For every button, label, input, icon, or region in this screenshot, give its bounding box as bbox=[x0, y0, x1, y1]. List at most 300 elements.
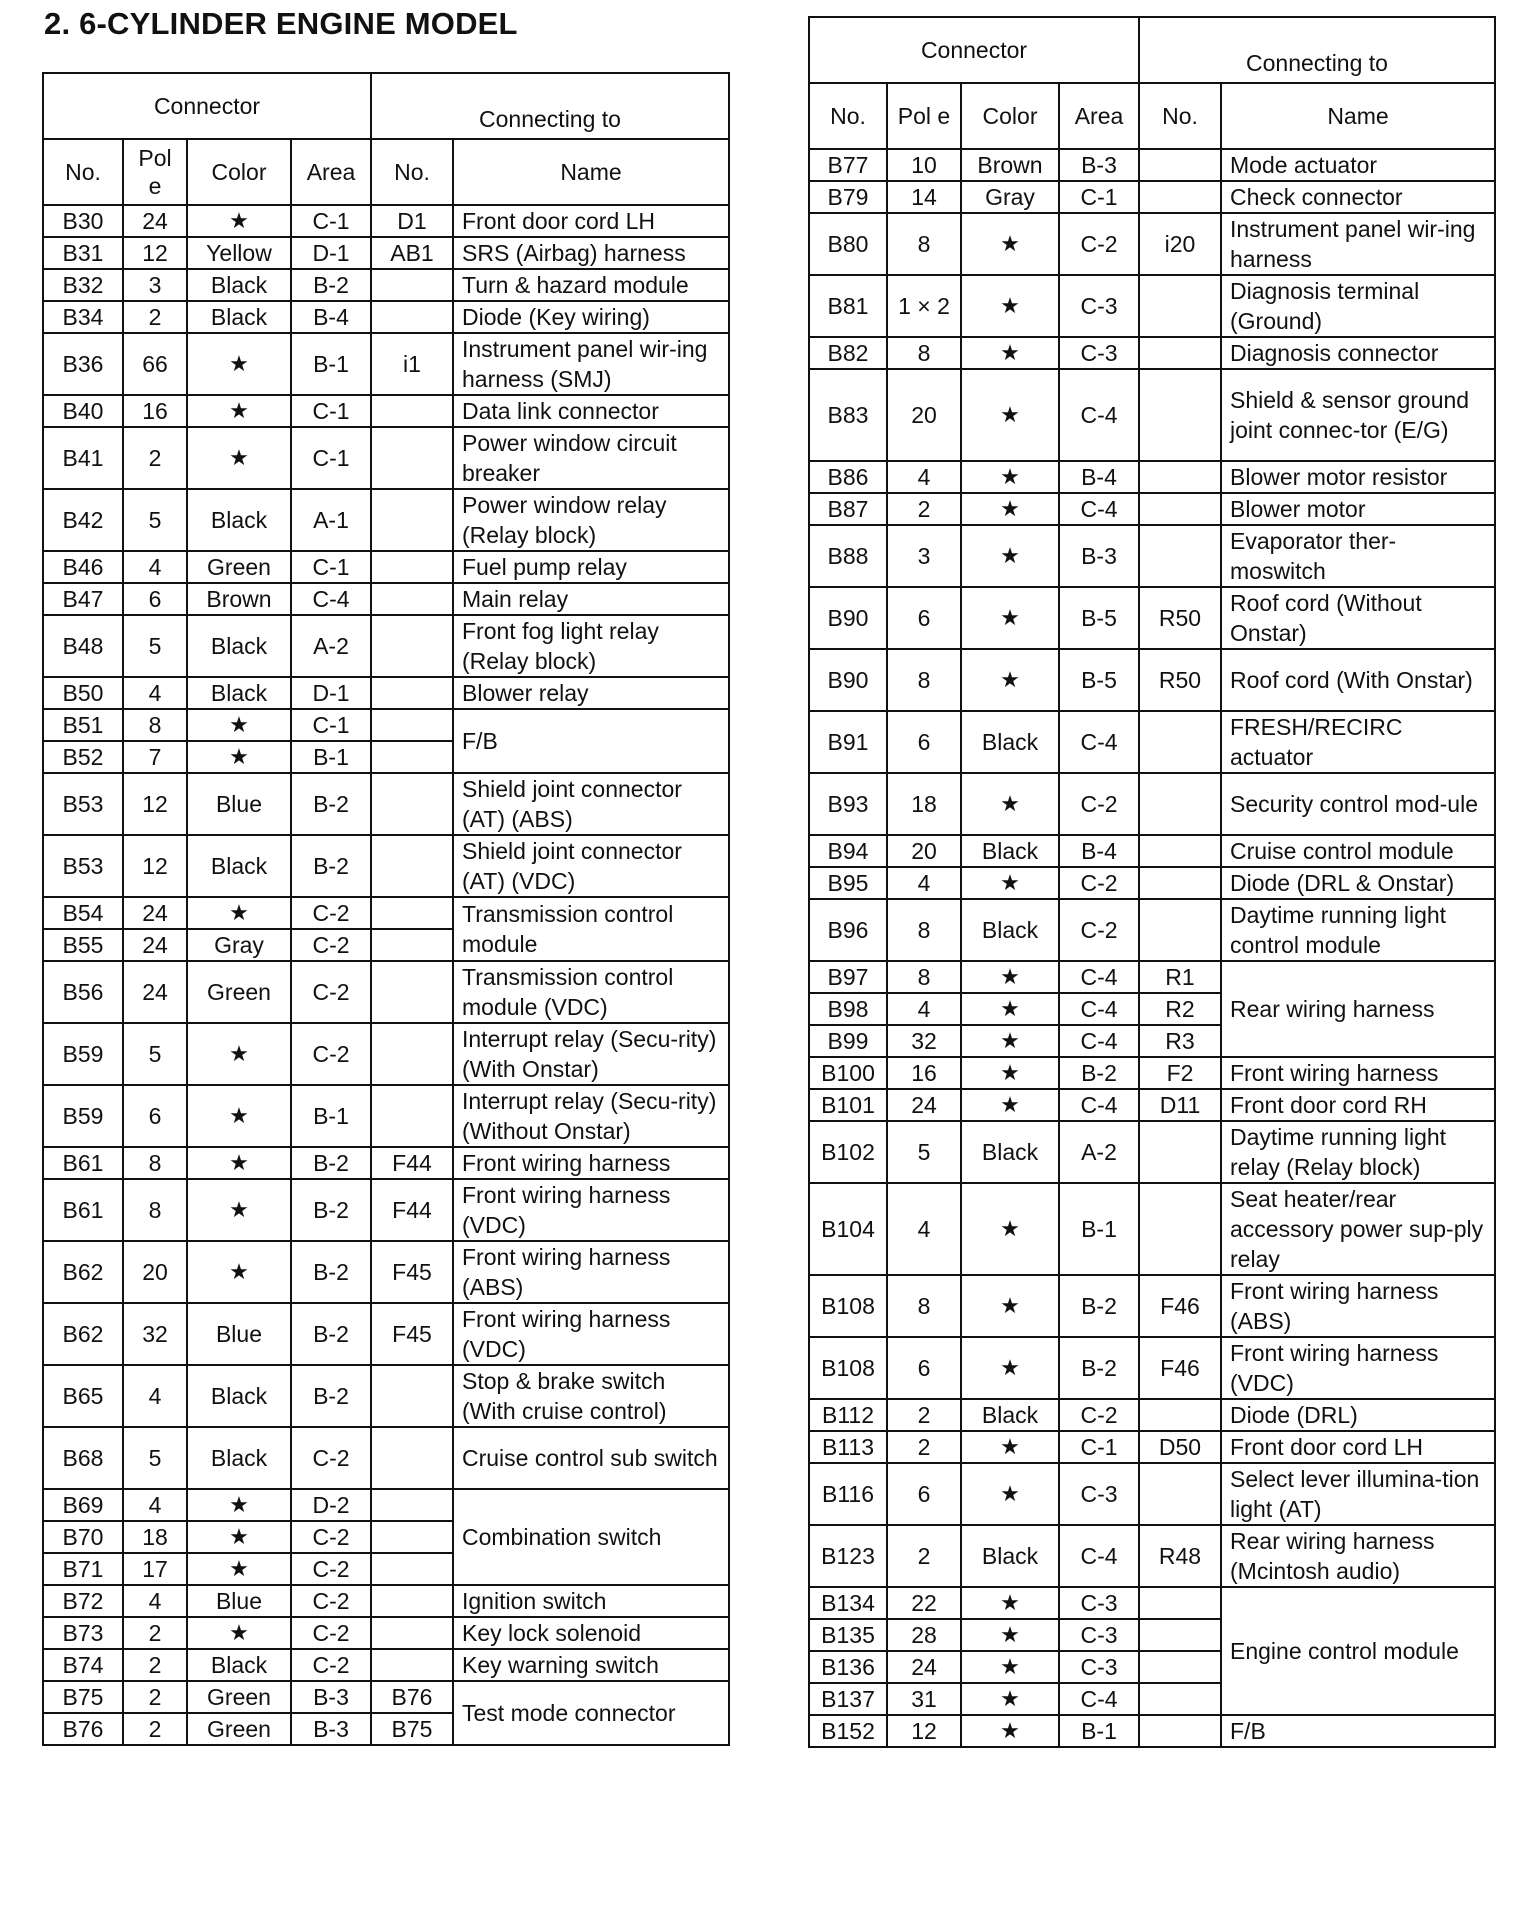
area-cell: B-2 bbox=[291, 773, 371, 835]
connecting-no-cell: R50 bbox=[1139, 587, 1221, 649]
col-pole-header: Pol e bbox=[887, 83, 961, 149]
area-cell: A-1 bbox=[291, 489, 371, 551]
connector-no-cell: B40 bbox=[43, 395, 123, 427]
table-row bbox=[43, 1085, 729, 1147]
connector-no-cell: B100 bbox=[809, 1057, 887, 1089]
connector-no-cell: B59 bbox=[43, 1085, 123, 1147]
pole-cell: 4 bbox=[887, 867, 961, 899]
connecting-name-cell: Instrument panel wir-ing harness (SMJ) bbox=[453, 333, 729, 395]
connecting-name-cell: Daytime running light control module bbox=[1221, 899, 1495, 961]
connecting-no-cell bbox=[1139, 493, 1221, 525]
connecting-no-cell: F46 bbox=[1139, 1275, 1221, 1337]
area-cell: C-1 bbox=[291, 205, 371, 237]
connecting-name-cell: Front wiring harness (ABS) bbox=[453, 1241, 729, 1303]
color-cell: ★ bbox=[961, 525, 1059, 587]
connector-no-cell: B54 bbox=[43, 897, 123, 929]
connecting-name-cell: Main relay bbox=[453, 583, 729, 615]
pole-cell: 2 bbox=[887, 493, 961, 525]
connector-no-cell: B34 bbox=[43, 301, 123, 333]
connector-no-cell: B61 bbox=[43, 1147, 123, 1179]
connecting-no-cell bbox=[371, 551, 453, 583]
color-cell: Black bbox=[961, 1525, 1059, 1587]
color-cell: Black bbox=[187, 615, 291, 677]
area-cell: B-4 bbox=[291, 301, 371, 333]
connecting-no-cell: F2 bbox=[1139, 1057, 1221, 1089]
connector-no-cell: B52 bbox=[43, 741, 123, 773]
connecting-name-cell: Rear wiring harness (Mcintosh audio) bbox=[1221, 1525, 1495, 1587]
connector-no-cell: B53 bbox=[43, 835, 123, 897]
table-row bbox=[809, 1463, 1495, 1525]
connecting-no-cell bbox=[1139, 1715, 1221, 1747]
pole-cell: 8 bbox=[123, 709, 187, 741]
table-row bbox=[809, 1121, 1495, 1183]
connector-no-cell: B97 bbox=[809, 961, 887, 993]
table-row bbox=[43, 897, 729, 929]
color-cell: ★ bbox=[961, 275, 1059, 337]
connector-no-cell: B32 bbox=[43, 269, 123, 301]
connecting-name-cell: Roof cord (Without Onstar) bbox=[1221, 587, 1495, 649]
connecting-name-cell: Front door cord RH bbox=[1221, 1089, 1495, 1121]
color-cell: Green bbox=[187, 551, 291, 583]
connecting-no-cell bbox=[1139, 899, 1221, 961]
area-cell: C-4 bbox=[1059, 1683, 1139, 1715]
table-row bbox=[43, 1179, 729, 1241]
pole-cell: 4 bbox=[887, 1183, 961, 1275]
table-row bbox=[809, 1057, 1495, 1089]
connector-header: Connector bbox=[43, 73, 371, 139]
connecting-name-cell: Diode (Key wiring) bbox=[453, 301, 729, 333]
table-row bbox=[43, 961, 729, 1023]
color-cell: Black bbox=[187, 1427, 291, 1489]
color-cell: Black bbox=[961, 835, 1059, 867]
connector-no-cell: B80 bbox=[809, 213, 887, 275]
table-row bbox=[809, 835, 1495, 867]
table-row bbox=[809, 369, 1495, 461]
connecting-no-cell bbox=[1139, 1183, 1221, 1275]
connecting-no-cell bbox=[371, 835, 453, 897]
connecting-no-cell bbox=[1139, 461, 1221, 493]
connecting-no-cell bbox=[371, 489, 453, 551]
color-cell: ★ bbox=[187, 1553, 291, 1585]
connector-no-cell: B123 bbox=[809, 1525, 887, 1587]
connecting-name-cell: Diagnosis connector bbox=[1221, 337, 1495, 369]
table-row bbox=[43, 583, 729, 615]
area-cell: C-3 bbox=[1059, 1587, 1139, 1619]
color-cell: ★ bbox=[187, 1023, 291, 1085]
pole-cell: 2 bbox=[123, 1681, 187, 1713]
connector-no-cell: B41 bbox=[43, 427, 123, 489]
pole-cell: 8 bbox=[887, 961, 961, 993]
area-cell: C-1 bbox=[291, 395, 371, 427]
connector-no-cell: B47 bbox=[43, 583, 123, 615]
pole-cell: 6 bbox=[887, 1463, 961, 1525]
connector-no-cell: B30 bbox=[43, 205, 123, 237]
connecting-name-cell: Front wiring harness (VDC) bbox=[453, 1179, 729, 1241]
connector-no-cell: B56 bbox=[43, 961, 123, 1023]
table-row bbox=[809, 1715, 1495, 1747]
table-row bbox=[809, 149, 1495, 181]
area-cell: B-3 bbox=[1059, 525, 1139, 587]
connecting-no-cell bbox=[371, 1617, 453, 1649]
area-cell: B-2 bbox=[291, 1365, 371, 1427]
right-connector-table bbox=[808, 16, 1496, 1748]
connector-no-cell: B62 bbox=[43, 1303, 123, 1365]
pole-cell: 4 bbox=[123, 1585, 187, 1617]
area-cell: C-1 bbox=[1059, 181, 1139, 213]
connecting-no-cell bbox=[371, 1085, 453, 1147]
connecting-name-cell: F/B bbox=[453, 709, 729, 773]
connector-no-cell: B104 bbox=[809, 1183, 887, 1275]
pole-cell: 8 bbox=[887, 649, 961, 711]
table-row bbox=[809, 493, 1495, 525]
connecting-no-cell: D1 bbox=[371, 205, 453, 237]
pole-cell: 8 bbox=[123, 1179, 187, 1241]
pole-cell: 24 bbox=[887, 1089, 961, 1121]
connector-no-cell: B101 bbox=[809, 1089, 887, 1121]
table-row bbox=[43, 1585, 729, 1617]
col-color-header: Color bbox=[187, 139, 291, 205]
col-no-header: No. bbox=[809, 83, 887, 149]
connecting-no-cell bbox=[1139, 369, 1221, 461]
connecting-name-cell: Front wiring harness (VDC) bbox=[453, 1303, 729, 1365]
connector-no-cell: B79 bbox=[809, 181, 887, 213]
area-cell: C-2 bbox=[291, 1553, 371, 1585]
connector-no-cell: B116 bbox=[809, 1463, 887, 1525]
pole-cell: 6 bbox=[123, 1085, 187, 1147]
connecting-name-cell: Key warning switch bbox=[453, 1649, 729, 1681]
pole-cell: 12 bbox=[123, 237, 187, 269]
connecting-name-cell: SRS (Airbag) harness bbox=[453, 237, 729, 269]
pole-cell: 16 bbox=[123, 395, 187, 427]
area-cell: B-1 bbox=[291, 1085, 371, 1147]
connector-no-cell: B90 bbox=[809, 649, 887, 711]
connector-no-cell: B72 bbox=[43, 1585, 123, 1617]
table-row bbox=[809, 587, 1495, 649]
connecting-no-cell bbox=[1139, 773, 1221, 835]
color-cell: ★ bbox=[961, 587, 1059, 649]
connecting-name-cell: Front door cord LH bbox=[1221, 1431, 1495, 1463]
connector-no-cell: B90 bbox=[809, 587, 887, 649]
pole-cell: 6 bbox=[123, 583, 187, 615]
table-row bbox=[43, 677, 729, 709]
table-row bbox=[43, 269, 729, 301]
area-cell: C-1 bbox=[1059, 1431, 1139, 1463]
area-cell: C-4 bbox=[1059, 961, 1139, 993]
connecting-no-cell: R1 bbox=[1139, 961, 1221, 993]
connector-header: Connector bbox=[809, 17, 1139, 83]
color-cell: Yellow bbox=[187, 237, 291, 269]
connecting-name-cell: Transmission control module (VDC) bbox=[453, 961, 729, 1023]
color-cell: Green bbox=[187, 1713, 291, 1745]
pole-cell: 20 bbox=[123, 1241, 187, 1303]
connector-no-cell: B88 bbox=[809, 525, 887, 587]
color-cell: ★ bbox=[187, 1147, 291, 1179]
pole-cell: 2 bbox=[123, 1649, 187, 1681]
color-cell: ★ bbox=[961, 649, 1059, 711]
pole-cell: 5 bbox=[123, 489, 187, 551]
pole-cell: 2 bbox=[123, 1713, 187, 1745]
connector-no-cell: B71 bbox=[43, 1553, 123, 1585]
connecting-no-cell bbox=[371, 773, 453, 835]
pole-cell: 3 bbox=[887, 525, 961, 587]
pole-cell: 2 bbox=[887, 1399, 961, 1431]
area-cell: B-3 bbox=[291, 1713, 371, 1745]
connecting-name-cell: Test mode connector bbox=[453, 1681, 729, 1745]
color-cell: ★ bbox=[187, 395, 291, 427]
connecting-no-cell bbox=[371, 395, 453, 427]
pole-cell: 24 bbox=[123, 929, 187, 961]
pole-cell: 4 bbox=[887, 993, 961, 1025]
connecting-no-cell bbox=[1139, 1651, 1221, 1683]
connecting-name-cell: Power window circuit breaker bbox=[453, 427, 729, 489]
pole-cell: 8 bbox=[123, 1147, 187, 1179]
area-cell: C-2 bbox=[291, 1649, 371, 1681]
col-to-no-header: No. bbox=[1139, 83, 1221, 149]
color-cell: ★ bbox=[187, 709, 291, 741]
color-cell: Black bbox=[187, 489, 291, 551]
connecting-no-cell bbox=[371, 615, 453, 677]
table-row bbox=[43, 1681, 729, 1713]
connector-no-cell: B93 bbox=[809, 773, 887, 835]
connector-no-cell: B102 bbox=[809, 1121, 887, 1183]
color-cell: Black bbox=[187, 835, 291, 897]
area-cell: C-2 bbox=[291, 897, 371, 929]
area-cell: B-3 bbox=[1059, 149, 1139, 181]
connecting-no-cell bbox=[1139, 867, 1221, 899]
connector-no-cell: B51 bbox=[43, 709, 123, 741]
color-cell: ★ bbox=[961, 1057, 1059, 1089]
table-row bbox=[43, 1649, 729, 1681]
connecting-name-cell: Front wiring harness (VDC) bbox=[1221, 1337, 1495, 1399]
connector-no-cell: B137 bbox=[809, 1683, 887, 1715]
connecting-no-cell bbox=[371, 961, 453, 1023]
connector-no-cell: B108 bbox=[809, 1337, 887, 1399]
connecting-no-cell bbox=[1139, 1463, 1221, 1525]
area-cell: C-1 bbox=[291, 427, 371, 489]
connecting-name-cell: Shield & sensor ground joint connec-tor (E/G) bbox=[1221, 369, 1495, 461]
color-cell: ★ bbox=[961, 1715, 1059, 1747]
area-cell: B-5 bbox=[1059, 649, 1139, 711]
color-cell: Gray bbox=[961, 181, 1059, 213]
table-row bbox=[43, 489, 729, 551]
table-row bbox=[43, 1617, 729, 1649]
color-cell: Gray bbox=[187, 929, 291, 961]
table-row bbox=[43, 301, 729, 333]
color-cell: ★ bbox=[187, 427, 291, 489]
connecting-name-cell: Cruise control module bbox=[1221, 835, 1495, 867]
connector-no-cell: B87 bbox=[809, 493, 887, 525]
col-no-header: No. bbox=[43, 139, 123, 205]
pole-cell: 28 bbox=[887, 1619, 961, 1651]
table-row bbox=[43, 205, 729, 237]
left-connector-table bbox=[42, 72, 730, 1746]
table-row bbox=[809, 1587, 1495, 1619]
table-row bbox=[43, 237, 729, 269]
connector-no-cell: B86 bbox=[809, 461, 887, 493]
area-cell: C-4 bbox=[1059, 711, 1139, 773]
col-area-header: Area bbox=[291, 139, 371, 205]
pole-cell: 5 bbox=[123, 1023, 187, 1085]
connector-no-cell: B113 bbox=[809, 1431, 887, 1463]
pole-cell: 2 bbox=[123, 1617, 187, 1649]
table-row bbox=[43, 427, 729, 489]
color-cell: Black bbox=[187, 677, 291, 709]
color-cell: ★ bbox=[187, 1617, 291, 1649]
connecting-no-cell bbox=[1139, 149, 1221, 181]
area-cell: C-4 bbox=[1059, 1025, 1139, 1057]
connecting-name-cell: Ignition switch bbox=[453, 1585, 729, 1617]
connecting-no-cell bbox=[371, 1649, 453, 1681]
table-row bbox=[809, 899, 1495, 961]
area-cell: C-2 bbox=[291, 1617, 371, 1649]
table-row bbox=[809, 1431, 1495, 1463]
pole-cell: 5 bbox=[887, 1121, 961, 1183]
color-cell: Green bbox=[187, 1681, 291, 1713]
connecting-name-cell: Blower motor resistor bbox=[1221, 461, 1495, 493]
table-row bbox=[43, 1303, 729, 1365]
connector-no-cell: B91 bbox=[809, 711, 887, 773]
color-cell: ★ bbox=[961, 461, 1059, 493]
connecting-no-cell bbox=[1139, 1399, 1221, 1431]
connecting-name-cell: Diode (DRL) bbox=[1221, 1399, 1495, 1431]
connecting-no-cell: R3 bbox=[1139, 1025, 1221, 1057]
connecting-name-cell: Transmission control module bbox=[453, 897, 729, 961]
pole-cell: 24 bbox=[123, 205, 187, 237]
color-cell: ★ bbox=[187, 1489, 291, 1521]
area-cell: C-2 bbox=[291, 961, 371, 1023]
area-cell: D-1 bbox=[291, 677, 371, 709]
area-cell: C-2 bbox=[1059, 867, 1139, 899]
pole-cell: 6 bbox=[887, 711, 961, 773]
connecting-no-cell bbox=[371, 1521, 453, 1553]
area-cell: C-4 bbox=[1059, 1089, 1139, 1121]
connector-no-cell: B134 bbox=[809, 1587, 887, 1619]
table-row bbox=[43, 1147, 729, 1179]
pole-cell: 7 bbox=[123, 741, 187, 773]
area-cell: C-2 bbox=[1059, 1399, 1139, 1431]
area-cell: B-3 bbox=[291, 1681, 371, 1713]
connecting-name-cell: F/B bbox=[1221, 1715, 1495, 1747]
connecting-name-cell: Turn & hazard module bbox=[453, 269, 729, 301]
connecting-name-cell: Select lever illumina-tion light (AT) bbox=[1221, 1463, 1495, 1525]
pole-cell: 6 bbox=[887, 1337, 961, 1399]
area-cell: B-1 bbox=[291, 741, 371, 773]
connecting-name-cell: Check connector bbox=[1221, 181, 1495, 213]
area-cell: B-1 bbox=[1059, 1715, 1139, 1747]
pole-cell: 2 bbox=[887, 1431, 961, 1463]
connector-no-cell: B50 bbox=[43, 677, 123, 709]
area-cell: C-3 bbox=[1059, 1619, 1139, 1651]
connecting-no-cell bbox=[1139, 275, 1221, 337]
color-cell: ★ bbox=[961, 1463, 1059, 1525]
table-row bbox=[43, 709, 729, 741]
pole-cell: 4 bbox=[123, 551, 187, 583]
color-cell: Blue bbox=[187, 1585, 291, 1617]
color-cell: ★ bbox=[961, 1683, 1059, 1715]
connecting-name-cell: Interrupt relay (Secu-rity) (With Onstar) bbox=[453, 1023, 729, 1085]
color-cell: ★ bbox=[187, 205, 291, 237]
connecting-no-cell bbox=[371, 583, 453, 615]
pole-cell: 2 bbox=[123, 427, 187, 489]
connecting-name-cell: Front wiring harness bbox=[1221, 1057, 1495, 1089]
connecting-no-cell: F44 bbox=[371, 1147, 453, 1179]
connector-no-cell: B48 bbox=[43, 615, 123, 677]
connector-no-cell: B99 bbox=[809, 1025, 887, 1057]
connecting-name-cell: Engine control module bbox=[1221, 1587, 1495, 1715]
connecting-name-cell: Combination switch bbox=[453, 1489, 729, 1585]
table-row bbox=[809, 213, 1495, 275]
connector-no-cell: B73 bbox=[43, 1617, 123, 1649]
connecting-no-cell: F46 bbox=[1139, 1337, 1221, 1399]
connector-no-cell: B77 bbox=[809, 149, 887, 181]
pole-cell: 14 bbox=[887, 181, 961, 213]
area-cell: C-3 bbox=[1059, 275, 1139, 337]
color-cell: ★ bbox=[961, 1025, 1059, 1057]
area-cell: B-2 bbox=[291, 269, 371, 301]
area-cell: D-1 bbox=[291, 237, 371, 269]
connecting-no-cell: AB1 bbox=[371, 237, 453, 269]
connector-no-cell: B81 bbox=[809, 275, 887, 337]
table-row bbox=[809, 1337, 1495, 1399]
connecting-no-cell bbox=[371, 709, 453, 741]
connector-no-cell: B108 bbox=[809, 1275, 887, 1337]
connecting-no-cell: F45 bbox=[371, 1303, 453, 1365]
area-cell: B-2 bbox=[1059, 1057, 1139, 1089]
connecting-no-cell bbox=[371, 1489, 453, 1521]
connecting-no-cell bbox=[1139, 835, 1221, 867]
area-cell: B-1 bbox=[1059, 1183, 1139, 1275]
area-cell: C-2 bbox=[1059, 773, 1139, 835]
color-cell: ★ bbox=[961, 961, 1059, 993]
connector-no-cell: B83 bbox=[809, 369, 887, 461]
area-cell: D-2 bbox=[291, 1489, 371, 1521]
area-cell: B-4 bbox=[1059, 835, 1139, 867]
color-cell: ★ bbox=[961, 1587, 1059, 1619]
connector-no-cell: B70 bbox=[43, 1521, 123, 1553]
connecting-name-cell: Cruise control sub switch bbox=[453, 1427, 729, 1489]
connecting-no-cell: i1 bbox=[371, 333, 453, 395]
connecting-name-cell: Diagnosis terminal (Ground) bbox=[1221, 275, 1495, 337]
color-cell: Black bbox=[961, 899, 1059, 961]
color-cell: ★ bbox=[187, 333, 291, 395]
pole-cell: 5 bbox=[123, 615, 187, 677]
connecting-name-cell: Blower relay bbox=[453, 677, 729, 709]
area-cell: C-4 bbox=[1059, 369, 1139, 461]
connector-no-cell: B65 bbox=[43, 1365, 123, 1427]
area-cell: C-3 bbox=[1059, 1651, 1139, 1683]
connector-no-cell: B135 bbox=[809, 1619, 887, 1651]
color-cell: Green bbox=[187, 961, 291, 1023]
table-row bbox=[43, 395, 729, 427]
connecting-name-cell: Data link connector bbox=[453, 395, 729, 427]
connecting-no-cell bbox=[371, 427, 453, 489]
connector-no-cell: B136 bbox=[809, 1651, 887, 1683]
area-cell: B-2 bbox=[291, 1241, 371, 1303]
table-row bbox=[809, 1525, 1495, 1587]
connector-no-cell: B42 bbox=[43, 489, 123, 551]
col-name-header: Name bbox=[1221, 83, 1495, 149]
connector-no-cell: B76 bbox=[43, 1713, 123, 1745]
connecting-name-cell: FRESH/RECIRC actuator bbox=[1221, 711, 1495, 773]
area-cell: B-2 bbox=[291, 1147, 371, 1179]
table-row bbox=[809, 1275, 1495, 1337]
connecting-no-cell bbox=[371, 1023, 453, 1085]
area-cell: C-2 bbox=[1059, 899, 1139, 961]
pole-cell: 8 bbox=[887, 1275, 961, 1337]
connecting-no-cell: R50 bbox=[1139, 649, 1221, 711]
connecting-no-cell bbox=[371, 929, 453, 961]
connecting-name-cell: Shield joint connector (AT) (ABS) bbox=[453, 773, 729, 835]
